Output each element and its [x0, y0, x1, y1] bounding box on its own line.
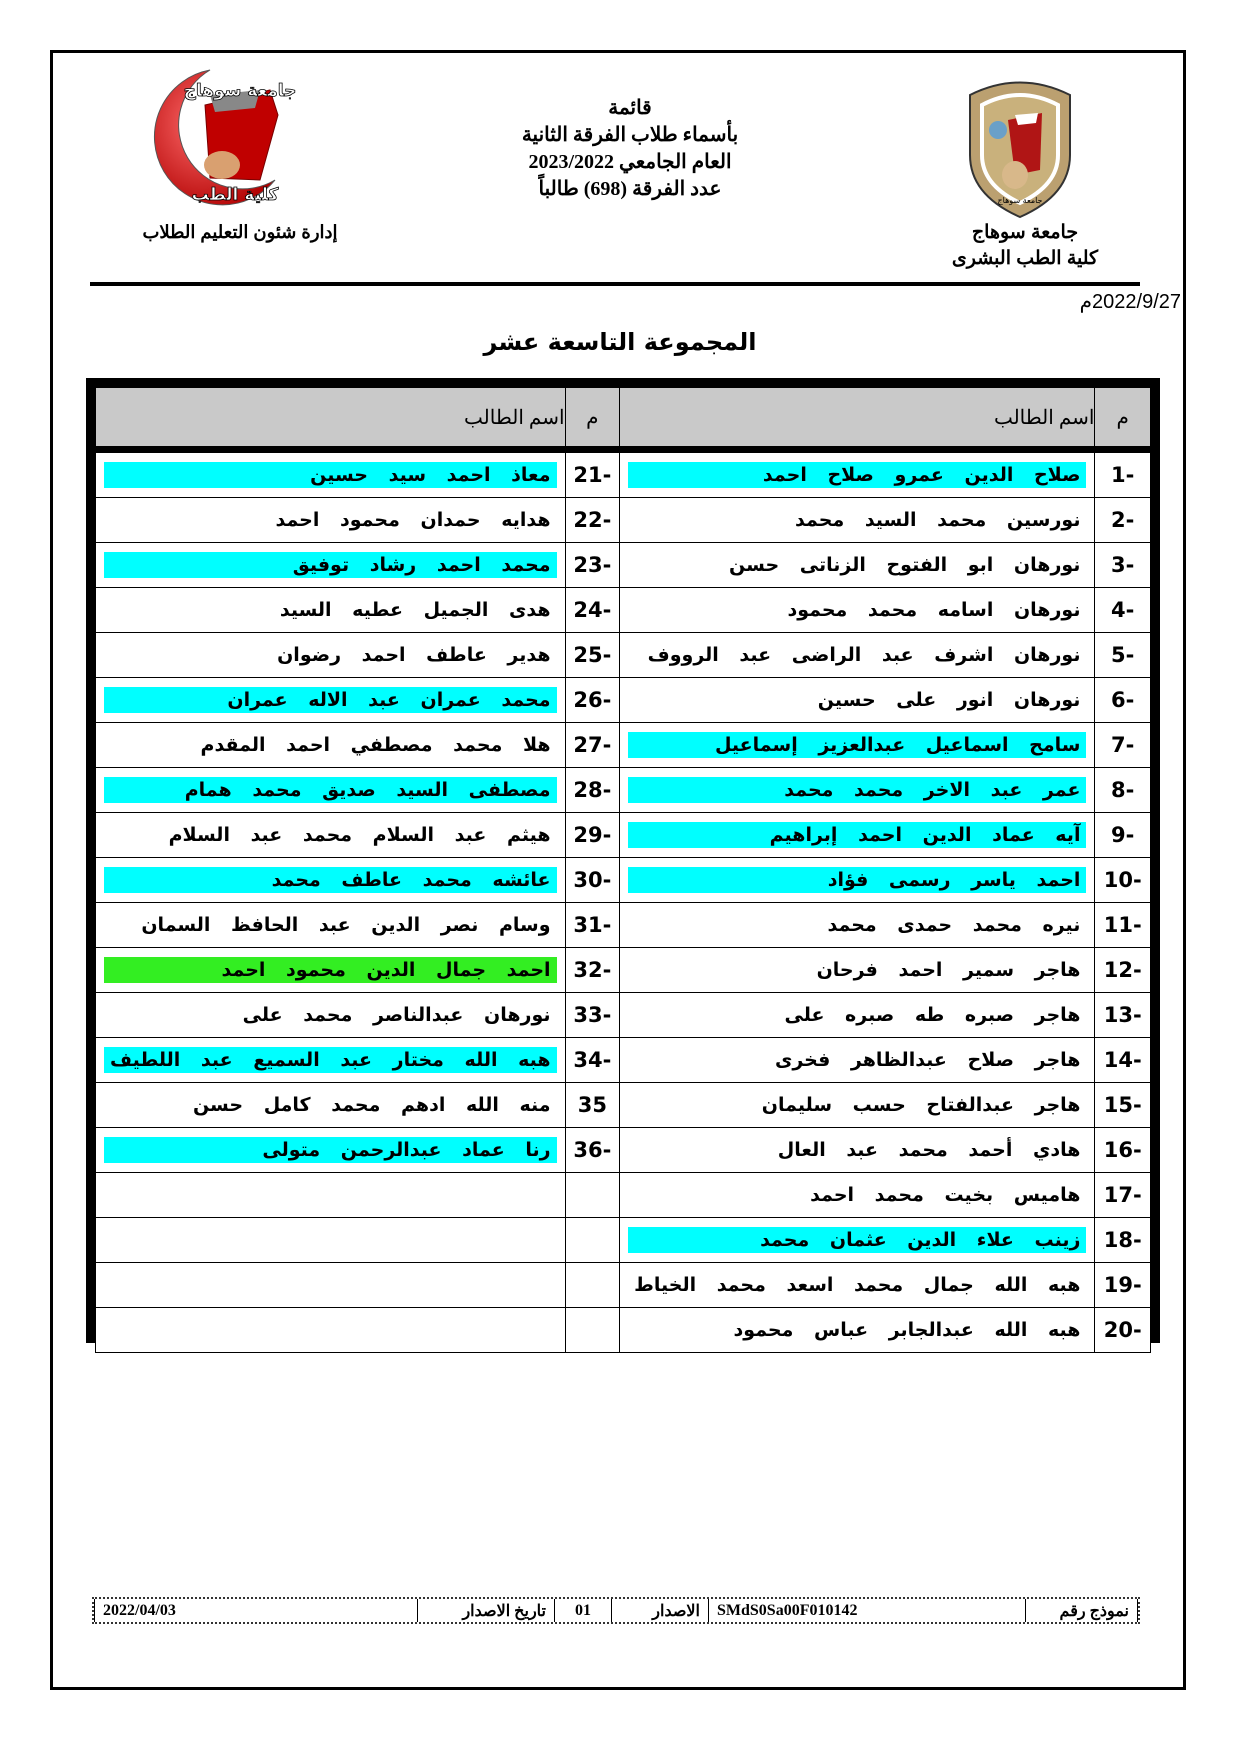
student-name-cell	[96, 858, 566, 903]
group-title: المجموعة التاسعة عشر	[483, 328, 757, 356]
student-number: 35	[565, 1083, 620, 1128]
student-name-cell	[96, 948, 566, 993]
student-name-cell	[96, 588, 566, 633]
student-name: نورهان عبدالناصر محمد على	[242, 1004, 551, 1026]
student-name-cell	[620, 1218, 1095, 1263]
table-row	[96, 1308, 1151, 1353]
student-number: -25	[565, 633, 620, 678]
student-name	[104, 1193, 557, 1197]
student-number: -6	[1095, 678, 1151, 723]
student-name-cell	[620, 813, 1095, 858]
student-name-cell	[620, 1173, 1095, 1218]
student-number: -28	[565, 768, 620, 813]
shield-logo-text: جامعة سوهاج	[997, 196, 1043, 205]
student-number: -23	[565, 543, 620, 588]
student-name	[104, 1283, 557, 1287]
student-name-cell	[620, 450, 1095, 498]
table-row	[96, 1218, 1151, 1263]
student-number: -4	[1095, 588, 1151, 633]
student-name-cell	[96, 1173, 566, 1218]
student-name: مصطفى السيد صديق محمد همام	[104, 777, 557, 803]
student-name-cell	[96, 678, 566, 723]
table-row	[96, 948, 1151, 993]
student-name-cell	[96, 903, 566, 948]
student-name: هبه الله جمال محمد اسعد محمد الخياط	[634, 1274, 1081, 1296]
student-name: وسام نصر الدين عبد الحافظ السمان	[141, 914, 551, 936]
student-name-cell	[96, 1218, 566, 1263]
student-number	[565, 1263, 620, 1308]
student-name-cell	[96, 498, 566, 543]
student-name: هاجر سمير احمد فرحان	[816, 959, 1081, 981]
student-number: -20	[1095, 1308, 1151, 1353]
student-name-cell	[96, 1308, 566, 1353]
student-number: -8	[1095, 768, 1151, 813]
student-name: هيثم عبد السلام محمد عبد السلام	[168, 824, 551, 846]
student-name: محمد عمران عبد الاله عمران	[104, 687, 557, 713]
student-number: -9	[1095, 813, 1151, 858]
student-number: -34	[565, 1038, 620, 1083]
student-name-cell	[96, 633, 566, 678]
student-name	[104, 1328, 557, 1332]
admin-label: إدارة شئون التعليم الطلاب	[142, 222, 338, 242]
form-footer-table	[94, 1599, 1138, 1622]
student-number: -3	[1095, 543, 1151, 588]
student-number: -12	[1095, 948, 1151, 993]
student-number: -7	[1095, 723, 1151, 768]
student-name: نيره محمد حمدى محمد	[827, 914, 1081, 936]
student-name-cell	[620, 993, 1095, 1038]
shield-logo-icon	[960, 75, 1080, 220]
col-header-number: م	[565, 388, 620, 450]
table-row	[96, 723, 1151, 768]
student-name: زينب علاء الدين عثمان محمد	[628, 1227, 1086, 1253]
student-number: -2	[1095, 498, 1151, 543]
student-name-cell	[96, 450, 566, 498]
student-name-cell	[96, 1263, 566, 1308]
student-name: احمد ياسر رسمى فؤاد	[628, 867, 1086, 893]
student-name: هدايه حمدان محمود احمد	[275, 509, 551, 531]
student-number: -15	[1095, 1083, 1151, 1128]
header-divider	[90, 282, 1140, 286]
student-number: -22	[565, 498, 620, 543]
table-row	[96, 588, 1151, 633]
student-name: هبه الله مختار عبد السميع عبد اللطيف	[104, 1047, 557, 1073]
student-number: -14	[1095, 1038, 1151, 1083]
title-line-1: قائمة	[608, 97, 652, 119]
student-number: -32	[565, 948, 620, 993]
student-number: -33	[565, 993, 620, 1038]
col-header-name: اسم الطالب	[96, 388, 566, 450]
title-line-3: العام الجامعي 2023/2022	[528, 151, 732, 173]
student-name: نورهان ابو الفتوح الزناتى حسن	[729, 554, 1081, 576]
student-number: -24	[565, 588, 620, 633]
version-label: الاصدار	[612, 1599, 709, 1622]
student-name: نورسين محمد السيد محمد	[795, 509, 1081, 531]
student-name: هاجر صلاح عبدالظاهر فخرى	[774, 1049, 1081, 1071]
student-name: هدير عاطف احمد رضوان	[277, 644, 551, 666]
student-name-cell	[620, 1038, 1095, 1083]
version-value: 01	[555, 1599, 612, 1622]
student-name: رنا عماد عبدالرحمن متولى	[104, 1137, 557, 1163]
student-number: -16	[1095, 1128, 1151, 1173]
title-line-2: بأسماء طلاب الفرقة الثانية	[521, 124, 739, 146]
table-row	[96, 813, 1151, 858]
table-row	[96, 1083, 1151, 1128]
student-name-cell	[620, 903, 1095, 948]
student-number: -19	[1095, 1263, 1151, 1308]
student-name-cell	[620, 498, 1095, 543]
col-header-number: م	[1095, 388, 1151, 450]
table-row	[96, 450, 1151, 498]
student-name-cell	[620, 858, 1095, 903]
student-name: نورهان اشرف عبد الراضى عبد الرووف	[647, 644, 1081, 666]
table-row	[96, 498, 1151, 543]
student-name: منه الله ادهم محمد كامل حسن	[192, 1094, 551, 1116]
student-name: عائشه محمد عاطف محمد	[104, 867, 557, 893]
institution-block	[920, 220, 1130, 272]
student-number: -18	[1095, 1218, 1151, 1263]
student-number: -17	[1095, 1173, 1151, 1218]
student-number: -21	[565, 450, 620, 498]
table-row	[96, 903, 1151, 948]
roster-table	[95, 387, 1151, 1353]
table-row	[96, 768, 1151, 813]
student-name: نورهان اسامه محمد محمود	[787, 599, 1081, 621]
table-row	[96, 678, 1151, 723]
student-name: هاجر عبدالفتاح حسب سليمان	[761, 1094, 1081, 1116]
document-title	[480, 95, 780, 203]
student-name: هادي أحمد محمد عبد العال	[777, 1139, 1081, 1161]
student-name-cell	[620, 1263, 1095, 1308]
student-number: -26	[565, 678, 620, 723]
student-name: عمر عبد الاخر محمد محمد	[628, 777, 1086, 803]
student-name-cell	[620, 723, 1095, 768]
table-row	[96, 543, 1151, 588]
table-row	[96, 993, 1151, 1038]
table-row	[96, 1038, 1151, 1083]
crescent-logo-icon	[110, 60, 310, 210]
issue-date-label: تاريخ الاصدار	[418, 1599, 555, 1622]
student-number: -5	[1095, 633, 1151, 678]
student-number: -27	[565, 723, 620, 768]
student-name-cell	[96, 768, 566, 813]
student-name: محمد احمد رشاد توفيق	[104, 552, 557, 578]
student-name	[104, 1238, 557, 1242]
student-name: هاجر صبره طه صبره على	[784, 1004, 1081, 1026]
student-name-cell	[620, 1128, 1095, 1173]
student-number: -1	[1095, 450, 1151, 498]
student-name: صلاح الدين عمرو صلاح احمد	[628, 462, 1086, 488]
logo-text-bottom: كلية الطب	[191, 185, 279, 205]
student-number: -30	[565, 858, 620, 903]
student-name-cell	[96, 723, 566, 768]
student-number	[565, 1173, 620, 1218]
form-no-value: SMdS0Sa00F010142	[709, 1599, 1026, 1622]
student-name: احمد جمال الدين محمود احمد	[104, 957, 557, 983]
student-name-cell	[96, 1128, 566, 1173]
student-number: -10	[1095, 858, 1151, 903]
student-number: -13	[1095, 993, 1151, 1038]
form-footer	[92, 1597, 1140, 1624]
student-name: نورهان انور على حسين	[817, 689, 1081, 711]
student-name-cell	[620, 588, 1095, 633]
table-row	[96, 1263, 1151, 1308]
student-name-cell	[96, 543, 566, 588]
title-line-4: عدد الفرقة (698) طالباً	[538, 178, 722, 200]
issue-date-value: 2022/04/03	[95, 1599, 418, 1622]
student-name: معاذ احمد سيد حسين	[104, 462, 557, 488]
student-number	[565, 1308, 620, 1353]
university-name: جامعة سوهاج	[971, 222, 1079, 243]
student-name: هدى الجميل عطيه السيد	[279, 599, 551, 621]
logo-text-top: جامعة سوهاج	[183, 81, 297, 101]
student-name-cell	[96, 1083, 566, 1128]
student-name-cell	[96, 1038, 566, 1083]
student-number: -31	[565, 903, 620, 948]
student-name-cell	[96, 813, 566, 858]
student-number: -11	[1095, 903, 1151, 948]
table-row	[96, 633, 1151, 678]
form-no-label: نموذج رقم	[1026, 1599, 1138, 1622]
col-header-name: اسم الطالب	[620, 388, 1095, 450]
table-row	[96, 1173, 1151, 1218]
table-header-row	[96, 388, 1151, 450]
student-name-cell	[620, 1083, 1095, 1128]
student-name-cell	[620, 948, 1095, 993]
student-name-cell	[620, 1308, 1095, 1353]
faculty-name: كلية الطب البشرى	[951, 248, 1099, 269]
student-name: هاميس بخيت محمد احمد	[810, 1184, 1081, 1206]
student-name-cell	[620, 633, 1095, 678]
student-name: آيه عماد الدين احمد إبراهيم	[628, 822, 1086, 848]
student-number: -36	[565, 1128, 620, 1173]
student-name: هلا محمد مصطفي احمد المقدم	[200, 734, 551, 756]
student-name: سامح اسماعيل عبدالعزيز إسماعيل	[628, 732, 1086, 758]
faculty-logo	[110, 60, 310, 210]
student-name-cell	[620, 543, 1095, 588]
document-date: 2022/9/27م	[1079, 291, 1181, 313]
student-name-cell	[96, 993, 566, 1038]
student-name-cell	[620, 678, 1095, 723]
student-number: -29	[565, 813, 620, 858]
roster-body	[96, 450, 1151, 1353]
student-name-cell	[620, 768, 1095, 813]
table-row	[96, 858, 1151, 903]
student-name: هبه الله عبدالجابر عباس محمود	[733, 1319, 1081, 1341]
table-row	[96, 1128, 1151, 1173]
student-number	[565, 1218, 620, 1263]
university-logo	[960, 75, 1080, 220]
roster-table-frame	[86, 378, 1160, 1343]
